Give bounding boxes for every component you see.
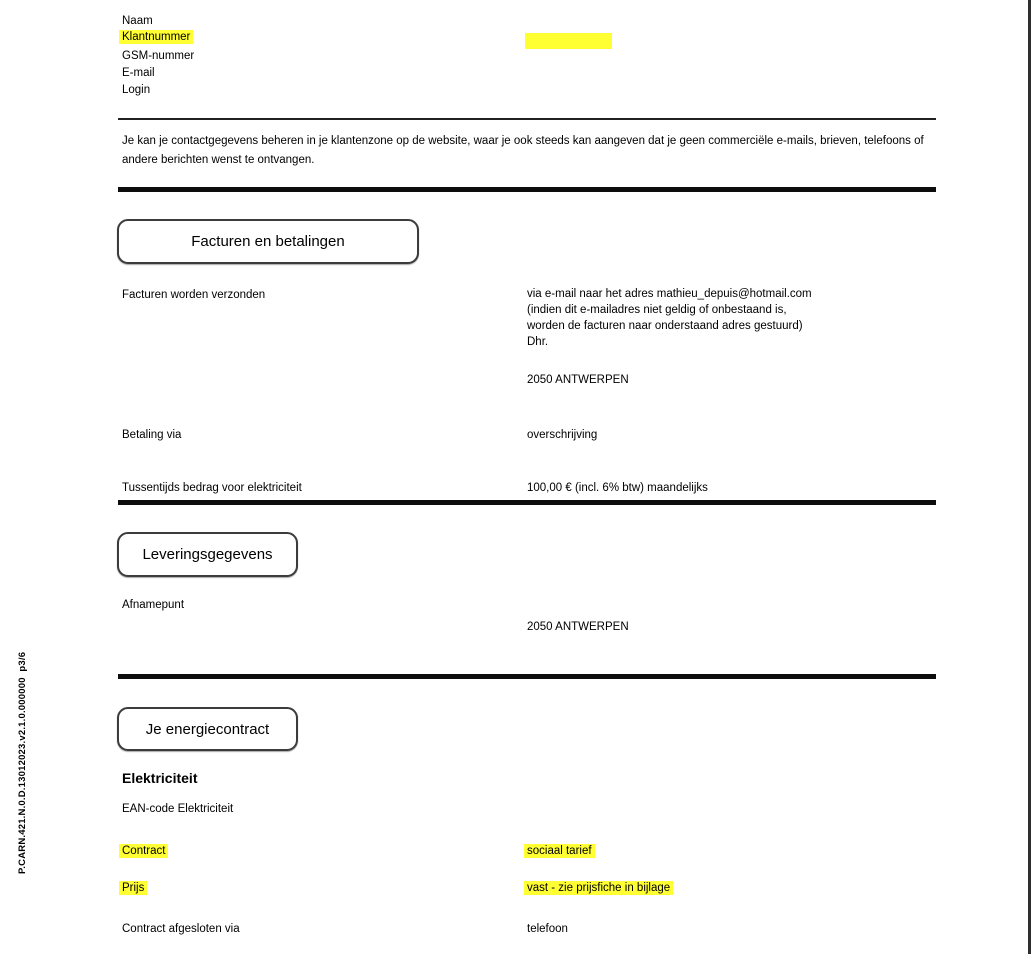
invoice-value-line-1: via e-mail naar het adres mathieu_depuis@hotmail.com bbox=[527, 288, 812, 300]
prijs-label bbox=[119, 881, 147, 895]
betaling-via-label: Betaling via bbox=[122, 429, 182, 441]
section-header-levering bbox=[117, 532, 298, 577]
section-header-facturen bbox=[117, 219, 419, 264]
prijs-value-highlight: vast - zie prijsfiche in bijlage bbox=[524, 881, 673, 895]
facturen-verzonden-value bbox=[527, 286, 812, 350]
tussentijds-bedrag-value: 100,00 € (incl. 6% btw) maandelijks bbox=[527, 482, 708, 494]
page-right-border bbox=[1028, 0, 1031, 954]
invoice-value-line-3: worden de facturen naar onderstaand adres gestuurd) bbox=[527, 320, 803, 332]
contract-label bbox=[119, 844, 168, 858]
invoice-city: 2050 ANTWERPEN bbox=[527, 374, 629, 386]
prijs-value bbox=[524, 881, 673, 895]
login-label: Login bbox=[122, 84, 151, 96]
vertical-document-code: P.CARN.421.N.0.D.13012023.v2.1.0.000000 p3/6 bbox=[17, 651, 28, 874]
klantnummer-label bbox=[119, 30, 193, 44]
contract-value bbox=[524, 844, 595, 858]
klantnummer-label-highlight: Klantnummer bbox=[119, 30, 193, 44]
afgesloten-via-value: telefoon bbox=[527, 923, 568, 935]
divider-thick-2 bbox=[118, 500, 936, 505]
invoice-value-line-4: Dhr. bbox=[527, 336, 549, 348]
contact-note: Je kan je contactgegevens beheren in je klantenzone op de website, waar je ook steeds kan aangeven dat je geen commerciële e-mails, brieven, telefoons of andere berichten wenst te ontvangen. bbox=[122, 135, 924, 166]
prijs-label-highlight: Prijs bbox=[119, 881, 147, 895]
facturen-verzonden-label: Facturen worden verzonden bbox=[122, 289, 266, 301]
afnamepunt-city: 2050 ANTWERPEN bbox=[527, 621, 629, 633]
afnamepunt-label: Afnamepunt bbox=[122, 599, 185, 611]
email-label: E-mail bbox=[122, 67, 155, 79]
klantnummer-value-redacted bbox=[525, 33, 612, 49]
section-header-energiecontract bbox=[117, 707, 298, 751]
section-title-energiecontract: Je energiecontract bbox=[145, 720, 270, 738]
contract-label-highlight: Contract bbox=[119, 844, 168, 858]
divider-thick-1 bbox=[118, 187, 936, 192]
naam-label: Naam bbox=[122, 15, 153, 27]
ean-code-label: EAN-code Elektriciteit bbox=[122, 803, 234, 815]
betaling-via-value: overschrijving bbox=[527, 429, 598, 441]
section-title-levering: Leveringsgegevens bbox=[142, 546, 273, 563]
divider-thick-3 bbox=[118, 674, 936, 679]
contract-value-highlight: sociaal tarief bbox=[524, 844, 595, 858]
energy-type-heading: Elektriciteit bbox=[122, 770, 198, 786]
gsm-label: GSM-nummer bbox=[122, 50, 195, 62]
afgesloten-via-label: Contract afgesloten via bbox=[122, 923, 240, 935]
divider-thin bbox=[118, 118, 936, 120]
invoice-value-line-2: (indien dit e-mailadres niet geldig of onbestaand is, bbox=[527, 304, 787, 316]
section-title-facturen: Facturen en betalingen bbox=[191, 233, 345, 250]
tussentijds-bedrag-label: Tussentijds bedrag voor elektriciteit bbox=[122, 482, 302, 494]
